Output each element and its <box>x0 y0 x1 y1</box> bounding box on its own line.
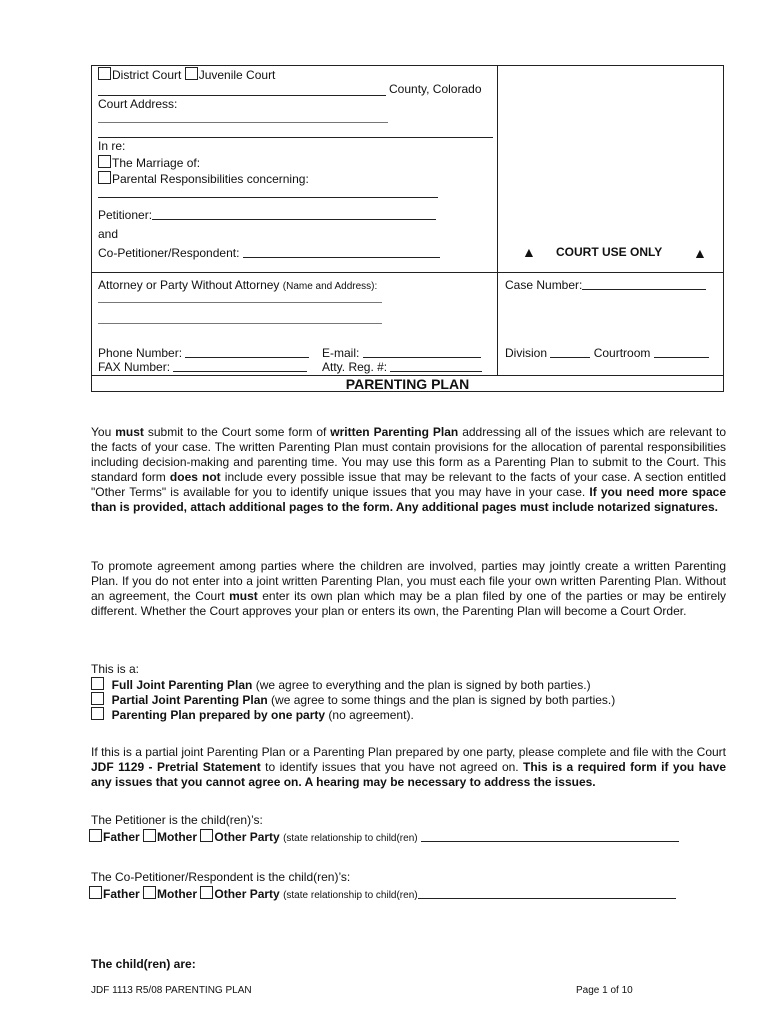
state-relationship-label: (state relationship to child(ren) <box>283 833 418 844</box>
fax-row <box>98 360 307 374</box>
other-party-label: Other Party <box>214 887 280 901</box>
text: You <box>91 425 116 439</box>
atty-reg-field[interactable] <box>390 360 482 372</box>
mother-label: Mother <box>157 830 198 844</box>
courtroom-label: Courtroom <box>593 346 651 360</box>
full-joint-checkbox[interactable] <box>91 677 104 690</box>
phone-label: Phone Number: <box>98 346 183 360</box>
petitioner-relationship-field[interactable] <box>421 830 679 842</box>
plan-option-one-party <box>91 707 414 722</box>
county-field[interactable] <box>98 95 386 96</box>
caption-divider <box>497 65 498 375</box>
attorney-label-row <box>98 278 377 292</box>
parental-resp-label: Parental Responsibilities concerning: <box>112 172 309 186</box>
and-label: and <box>98 227 119 241</box>
text-bold: JDF 1129 - Pretrial Statement <box>91 760 261 774</box>
juvenile-court-checkbox[interactable] <box>185 67 198 80</box>
division-row <box>505 346 709 360</box>
petitioner-relationship-row <box>89 829 679 844</box>
option-note: (no agreement). <box>325 708 414 722</box>
footer-page-number: Page 1 of 10 <box>576 985 633 996</box>
district-court-label: District Court <box>112 68 182 82</box>
courtroom-field[interactable] <box>654 346 709 358</box>
petitioner-father-checkbox[interactable] <box>89 829 102 842</box>
option-title: Parenting Plan prepared by one party <box>111 708 326 722</box>
father-label: Father <box>103 887 140 901</box>
marriage-checkbox[interactable] <box>98 155 111 168</box>
fax-label: FAX Number: <box>98 360 171 374</box>
form-title: PARENTING PLAN <box>345 376 470 392</box>
case-number-row <box>505 278 706 292</box>
email-field[interactable] <box>363 346 481 358</box>
intro-paragraph-2 <box>91 559 726 619</box>
plan-type-label: This is a: <box>91 662 140 676</box>
juvenile-court-label: Juvenile Court <box>198 68 276 82</box>
plan-option-full <box>91 677 591 692</box>
text: To promote agreement among parties where the children are involved, parties may jointly create a written Parenting Plan. If you do not enter into a joint written Parenting Plan, you must each file your own written Parenting Plan. Without an agreement, the Court <box>91 559 726 603</box>
text-bold: must <box>115 425 144 439</box>
up-arrow-icon: ▲ <box>522 244 536 260</box>
children-heading: The child(ren) are: <box>91 957 196 971</box>
text: to identify issues that you have not agreed on. <box>260 760 524 774</box>
caption-rule <box>98 137 493 138</box>
state-relationship-label: (state relationship to child(ren) <box>283 890 418 901</box>
atty-reg-row <box>322 360 482 374</box>
email-row <box>322 346 481 360</box>
petitioner-field[interactable] <box>152 208 436 220</box>
court-type-row <box>98 67 275 82</box>
option-note: (we agree to everything and the plan is signed by both parties.) <box>252 678 591 692</box>
co-petitioner-relationship-field[interactable] <box>418 887 676 899</box>
petitioner-label: Petitioner: <box>98 208 153 222</box>
petitioner-relationship-label: The Petitioner is the child(ren)’s: <box>91 813 263 827</box>
attorney-name-field[interactable] <box>98 302 382 303</box>
division-field[interactable] <box>550 346 590 358</box>
co-petitioner-label: Co-Petitioner/Respondent: <box>98 246 240 260</box>
partial-joint-checkbox[interactable] <box>91 692 104 705</box>
father-label: Father <box>103 830 140 844</box>
county-label: County, Colorado <box>389 82 482 96</box>
mother-label: Mother <box>157 887 198 901</box>
text-bold: does not <box>169 470 221 484</box>
text-bold: If you need more space than is provided, attach additional pages to the form. Any additional pages must include notarized signatures. <box>91 485 726 514</box>
phone-row <box>98 346 309 360</box>
phone-field[interactable] <box>185 346 309 358</box>
parental-resp-row <box>98 171 309 186</box>
marriage-row <box>98 155 200 170</box>
text-bold: must <box>229 589 258 603</box>
text-bold: written Parenting Plan <box>330 425 459 439</box>
case-number-label: Case Number: <box>505 278 583 292</box>
marriage-label: The Marriage of: <box>112 156 201 170</box>
footer-form-id: JDF 1113 R5/08 PARENTING PLAN <box>91 985 252 996</box>
other-party-label: Other Party <box>214 830 280 844</box>
fax-field[interactable] <box>173 360 307 372</box>
partial-plan-note <box>91 745 726 790</box>
co-petitioner-relationship-label: The Co-Petitioner/Respondent is the child(ren)’s: <box>91 870 351 884</box>
option-title: Partial Joint Parenting Plan <box>111 693 268 707</box>
co-petitioner-field[interactable] <box>243 246 440 258</box>
attorney-label: Attorney or Party Without Attorney <box>98 278 280 292</box>
option-note: (we agree to some things and the plan is signed by both parties.) <box>267 693 616 707</box>
email-label: E-mail: <box>322 346 360 360</box>
attorney-top-rule <box>91 272 724 273</box>
in-re-label: In re: <box>98 139 126 153</box>
text-bold: This is a required form if you have any issues that you cannot agree on. A hearing may be necessary to address the issues. <box>91 760 726 789</box>
intro-paragraph-1 <box>91 425 726 515</box>
co-petitioner-other-checkbox[interactable] <box>200 886 213 899</box>
court-address-label: Court Address: <box>98 97 178 111</box>
plan-option-partial <box>91 692 615 707</box>
parental-resp-checkbox[interactable] <box>98 171 111 184</box>
atty-reg-label: Atty. Reg. #: <box>322 360 388 374</box>
petitioner-row <box>98 208 436 222</box>
co-petitioner-mother-checkbox[interactable] <box>143 886 156 899</box>
attorney-address-field[interactable] <box>98 323 382 324</box>
co-petitioner-relationship-row <box>89 886 676 901</box>
option-title: Full Joint Parenting Plan <box>111 678 253 692</box>
division-label: Division <box>505 346 548 360</box>
co-petitioner-row <box>98 246 440 260</box>
co-petitioner-father-checkbox[interactable] <box>89 886 102 899</box>
one-party-checkbox[interactable] <box>91 707 104 720</box>
attorney-sub-label: (Name and Address): <box>282 281 378 292</box>
petitioner-other-checkbox[interactable] <box>200 829 213 842</box>
case-number-field[interactable] <box>582 278 706 290</box>
petitioner-mother-checkbox[interactable] <box>143 829 156 842</box>
court-address-field[interactable] <box>98 122 388 123</box>
court-use-only-label: COURT USE ONLY <box>556 245 663 259</box>
party-names-field[interactable] <box>98 197 438 198</box>
up-arrow-icon: ▲ <box>693 245 707 261</box>
district-court-checkbox[interactable] <box>98 67 111 80</box>
text: If this is a partial joint Parenting Plan or a Parenting Plan prepared by one party, please complete and file with the Court <box>91 745 726 759</box>
text: include every possible issue that may be relevant to the facts of your case. A section entitled "Other Terms" is available for you to identify unique issues that you may have in your case. <box>91 470 726 499</box>
text: addressing all of the issues which are relevant to the facts of your case. The written Parenting Plan must contain provisions for the allocation of parental responsibilities including decision-making and parenting time. You may use this form as a Parenting Plan to submit to the Court. This standard form <box>91 425 726 484</box>
text: submit to the Court some form of <box>143 425 331 439</box>
text: enter its own plan which may be a plan filed by one of the parties or may be entirely different. Whether the Court approves your plan or enters its own, the Parenting Plan will become a Court Order. <box>91 589 726 618</box>
caption-box <box>91 65 724 392</box>
